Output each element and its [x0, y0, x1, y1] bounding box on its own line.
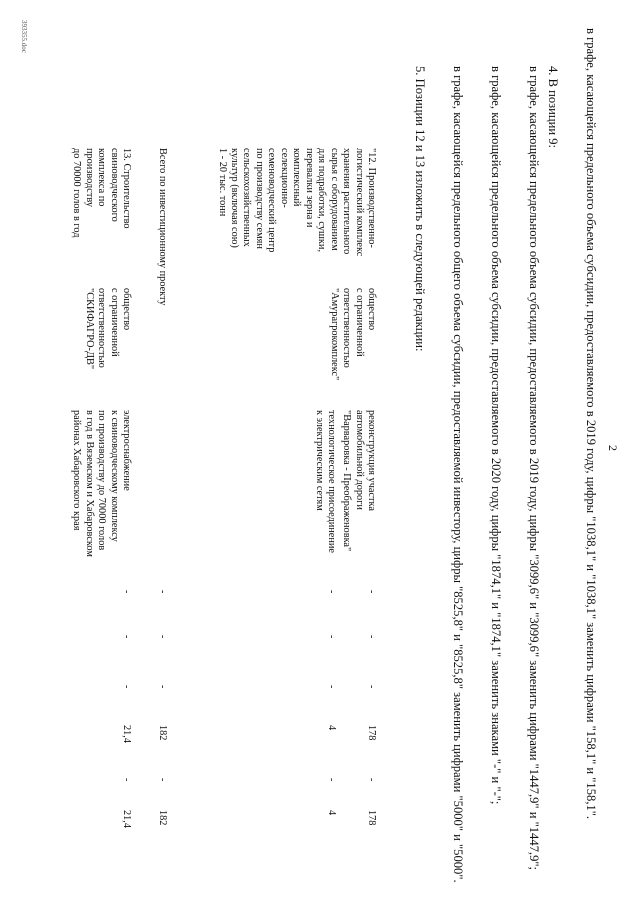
value-cell: - — [326, 685, 337, 689]
value-cell: 182 — [157, 725, 168, 741]
paragraph-4: в графе, касающейся предельного объема субсидии, предоставляемого в 2020 году, цифры "1874,1" и "1874,1" заменить знаками "-" и "-"; — [489, 66, 503, 805]
work-cell: технологическое присоединение к электрическим сетям — [313, 410, 337, 553]
work-cell: электроснабжение к свиноводческому комплексу по производству до 70000 голов в год в Вяземском и Хабаровском районах Хабаровского края — [71, 410, 132, 557]
page-number: 2 — [606, 445, 620, 451]
value-cell: - — [326, 778, 337, 782]
value-cell: 4 — [326, 810, 337, 816]
value-cell: - — [326, 635, 337, 639]
footer-code: 393355.doc — [20, 20, 28, 53]
total-label: Всего по инвестиционному проекту — [157, 148, 168, 306]
value-cell: 178 — [366, 725, 377, 741]
paragraph-2: 4. В позиции 9: — [546, 66, 560, 149]
value-cell: - — [157, 685, 168, 689]
project-cell: "12. Производственно- логистический комплекс хранения растительного сырья с оборудованием для подработки, сушки, перевалки зерна и комплексный селекционно- семеноводческий центр по производству семян сельскохозяйственных культур (включая сою) 1 - 20 тыс. тонн — [216, 148, 377, 257]
value-cell: - — [121, 635, 132, 639]
value-cell: - — [121, 590, 132, 594]
value-cell: 182 — [157, 810, 168, 826]
paragraph-1: в графе, касающейся предельного объема субсидии, предоставляемого в 2019 году, цифры "1038,1" и "1038,1" заменить цифрами "158,1" и "158,1". — [584, 28, 598, 820]
value-cell: - — [157, 635, 168, 639]
work-cell: реконструкция участка автомобильной дороги "Варваровка - Преображеновка" — [341, 410, 377, 552]
value-cell: - — [121, 685, 132, 689]
value-cell: - — [121, 778, 132, 782]
paragraph-3: в графе, касающейся предельного объема субсидии, предоставляемого в 2019 году, цифры "3099,6" и "3099,6" заменить цифрами "1447,9" и "1447,9"; — [527, 66, 541, 871]
paragraph-5: в графе, касающейся предельного общего объема субсидии, предоставляемой инвестору, цифры "8525,8" и "8525,8" заменить цифрами "5000" и "5000". — [451, 66, 465, 883]
paragraph-6: 5. Позиции 12 и 13 изложить в следующей редакции: — [413, 66, 427, 352]
value-cell: 4 — [326, 725, 337, 731]
value-cell: 178 — [366, 810, 377, 826]
investor-cell: общество с ограниченной ответственностью "Амурагрокомплекс" — [328, 288, 377, 381]
value-cell: 21,4 — [121, 810, 132, 829]
value-cell: - — [366, 635, 377, 639]
value-cell: - — [157, 590, 168, 594]
value-cell: - — [366, 685, 377, 689]
value-cell: 21,4 — [121, 725, 132, 744]
value-cell: - — [366, 778, 377, 782]
value-cell: - — [157, 778, 168, 782]
value-cell: - — [326, 590, 337, 594]
investor-cell: общество с ограниченной ответственностью "СКИФАГРО-ДВ" — [83, 288, 132, 370]
value-cell: - — [366, 590, 377, 594]
project-cell: 13. Строительство свиноводческого комплекса по производству до 70000 голов в год — [71, 148, 132, 238]
